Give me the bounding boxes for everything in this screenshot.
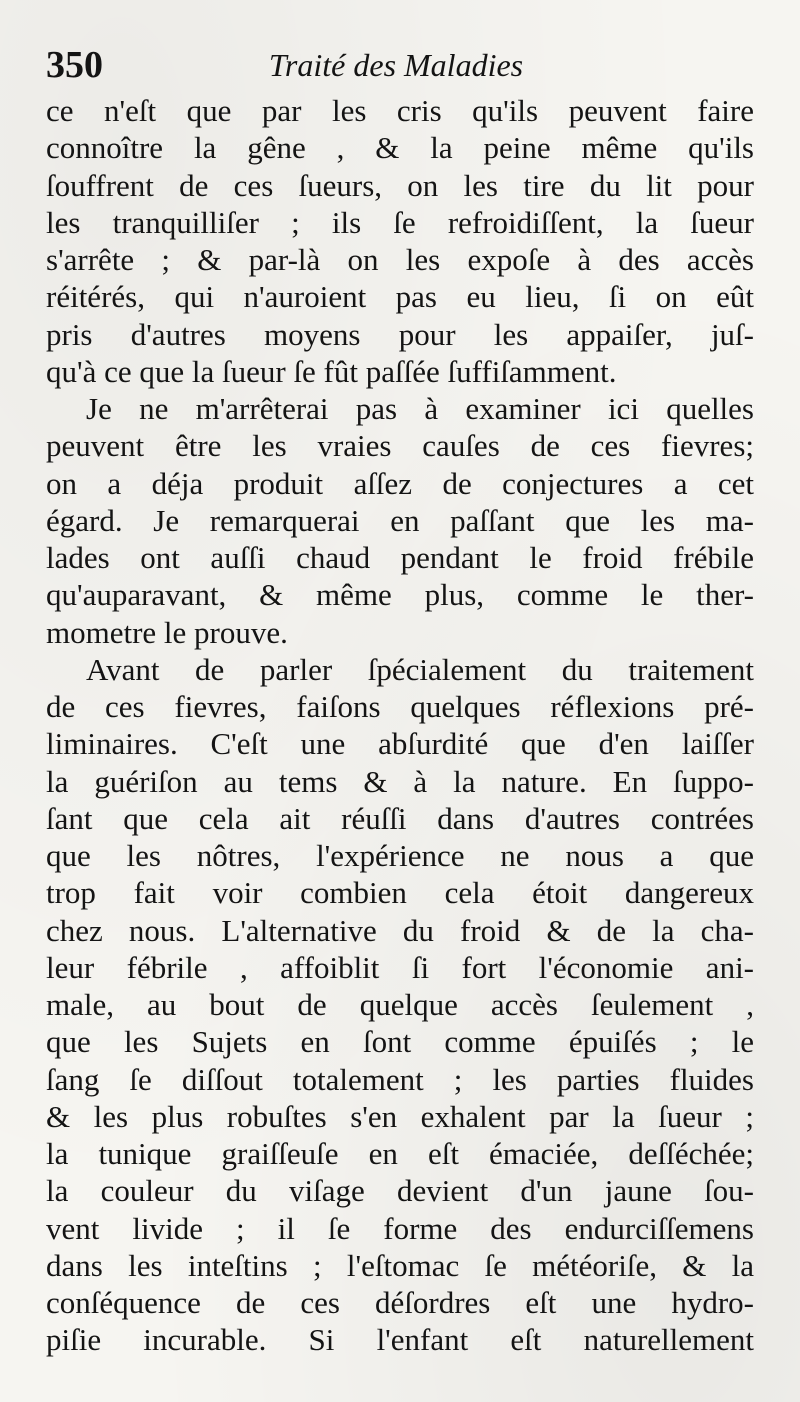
- text-line: ſouffrent de ces ſueurs, on les tire du lit pour: [46, 167, 754, 203]
- text-line: liminaires. C'eſt une abſurdité que d'en laiſſer: [46, 726, 754, 762]
- text-line: réitérés, qui n'auroient pas eu lieu, ſi on eût: [46, 279, 754, 315]
- text-line: trop fait voir combien cela étoit dangereux: [46, 875, 754, 911]
- text-line: que les nôtres, l'expérience ne nous a que: [46, 838, 754, 873]
- text-line: la tunique graiſſeuſe en eſt émaciée, deſſéchée;: [46, 1136, 754, 1171]
- text-line: piſie incurable. Si l'enfant eſt naturellement: [46, 1322, 754, 1358]
- text-line: qu'auparavant, & même plus, comme le ther-: [46, 577, 754, 613]
- text-line: ſang ſe diſſout totalement ; les parties fluides: [46, 1061, 754, 1097]
- paragraph-start-line: Avant de parler ſpécialement du traitement: [86, 651, 754, 687]
- text-line: male, au bout de quelque accès ſeulement ,: [46, 987, 754, 1022]
- text-line: de ces fievres, faiſons quelques réflexions pré-: [46, 689, 754, 724]
- paragraph-start-line: Je ne m'arrêterai pas à examiner ici quelles: [86, 391, 754, 426]
- running-head: Traité des Maladies: [268, 47, 524, 83]
- text-line: mometre le prouve.: [46, 614, 288, 650]
- text-line: pris d'autres moyens pour les appaiſer, juſ-: [46, 316, 754, 352]
- text-line: les tranquilliſer ; ils ſe refroidiſſent, la ſueur: [46, 204, 754, 240]
- text-line: qu'à ce que la ſueur ſe fût paſſée ſuffiſamment.: [46, 353, 617, 389]
- text-line: conſéquence de ces déſordres eſt une hydro-: [46, 1285, 754, 1320]
- text-line: leur fébrile , affoiblit ſi fort l'économie ani-: [46, 949, 754, 985]
- text-line: la couleur du viſage devient d'un jaune ſou-: [46, 1173, 754, 1209]
- text-line: la guériſon au tems & à la nature. En ſuppo-: [46, 763, 754, 799]
- body-text: [46, 92, 754, 1359]
- text-line: on a déja produit aſſez de conjectures a cet: [46, 465, 754, 501]
- text-line: & les plus robuſtes s'en exhalent par la ſueur ;: [46, 1098, 754, 1134]
- text-line: s'arrête ; & par-là on les expoſe à des accès: [46, 242, 754, 277]
- text-line: connoître la gêne , & la peine même qu'ils: [46, 130, 754, 166]
- text-line: chez nous. L'alternative du froid & de la cha-: [46, 912, 754, 948]
- text-line: vent livide ; il ſe forme des endurciſſemens: [46, 1210, 754, 1246]
- text-line: dans les inteſtins ; l'eſtomac ſe météoriſe, & la: [46, 1247, 754, 1283]
- text-line: peuvent être les vraies cauſes de ces fievres;: [46, 428, 754, 464]
- page-number: 350: [46, 44, 103, 86]
- text-line: lades ont auſſi chaud pendant le froid frébile: [46, 540, 754, 575]
- text-line: que les Sujets en ſont comme épuiſés ; le: [46, 1024, 754, 1060]
- page-header: [46, 40, 746, 90]
- text-line: ce n'eſt que par les cris qu'ils peuvent faire: [46, 93, 754, 128]
- text-line: ſant que cela ait réuſſi dans d'autres contrées: [46, 800, 754, 836]
- text-line: égard. Je remarquerai en paſſant que les ma-: [46, 502, 754, 538]
